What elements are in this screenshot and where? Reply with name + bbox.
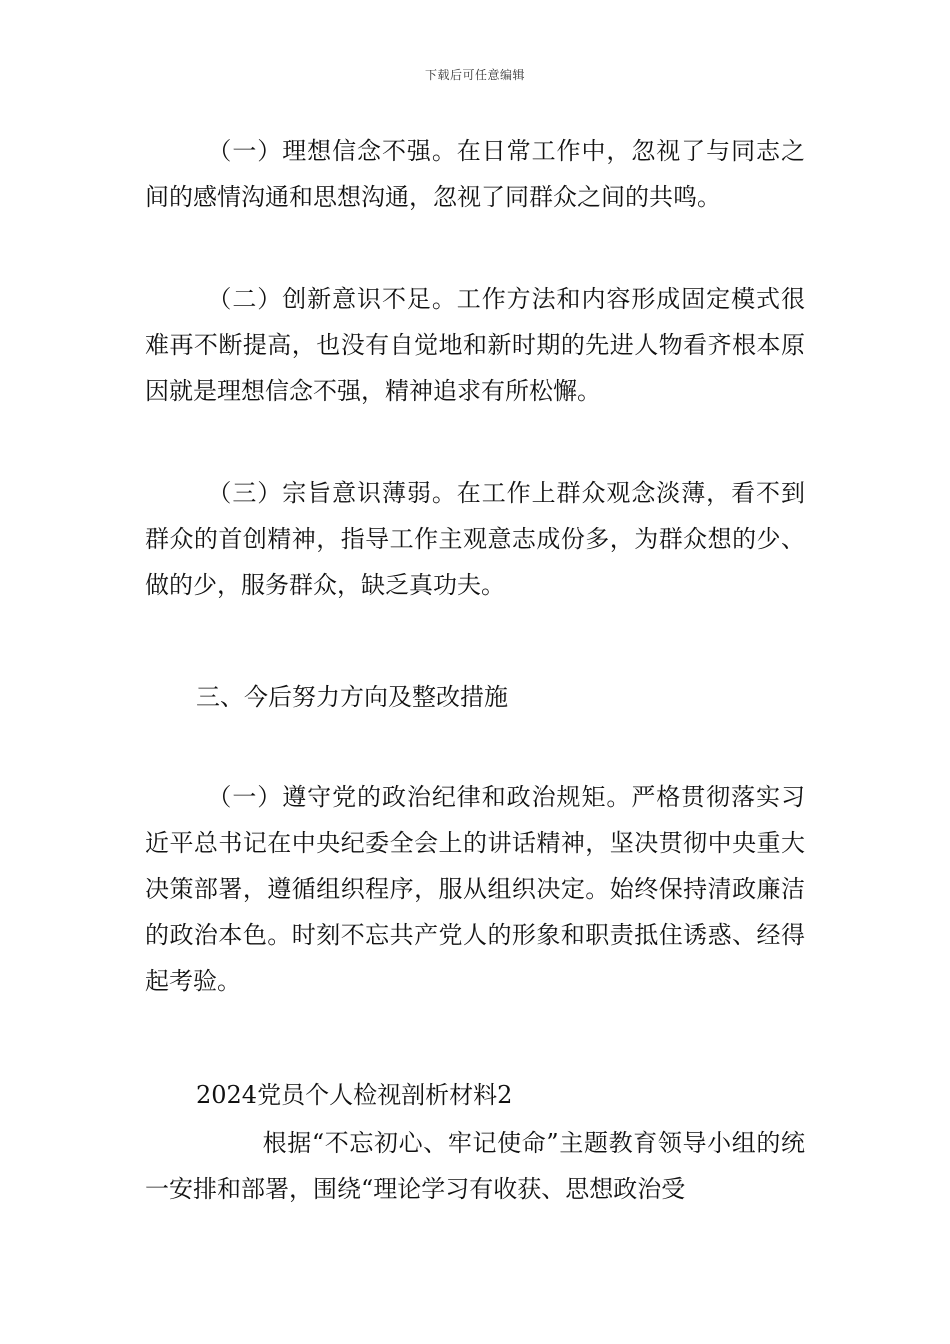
page-header: 下载后可任意编辑 <box>424 68 525 82</box>
section-heading: 三、今后努力方向及整改措施 <box>196 683 508 711</box>
paragraph-innovation: （二）创新意识不足。工作方法和内容形成固定模式很难再不断提高，也没有自觉地和新时期的先进人物看齐根本原因就是理想信念不强，精神追求有所松懈。 <box>145 285 805 405</box>
paragraph-discipline: （一）遵守党的政治纪律和政治规矩。严格贯彻落实习近平总书记在中央纪委全会上的讲话精神，坚决贯彻中央重大决策部署，遵循组织程序，服从组织决定。始终保持清政廉洁的政治本色。时刻不忘共产党人的形象和职责抵住诱惑、经得起考验。 <box>145 783 805 995</box>
document-title-2: 2024党员个人检视剖析材料2 <box>196 1081 513 1109</box>
paragraph-purpose: （三）宗旨意识薄弱。在工作上群众观念淡薄，看不到群众的首创精神，指导工作主观意志成份多，为群众想的少、做的少，服务群众，缺乏真功夫。 <box>145 479 805 599</box>
paragraph-ideals: （一）理想信念不强。在日常工作中，忽视了与同志之间的感情沟通和思想沟通，忽视了同群众之间的共鸣。 <box>145 137 805 211</box>
paragraph-intro-2: 根据“不忘初心、牢记使命”主题教育领导小组的统一安排和部署，围绕“理论学习有收获、思想政治受 <box>145 1129 805 1203</box>
